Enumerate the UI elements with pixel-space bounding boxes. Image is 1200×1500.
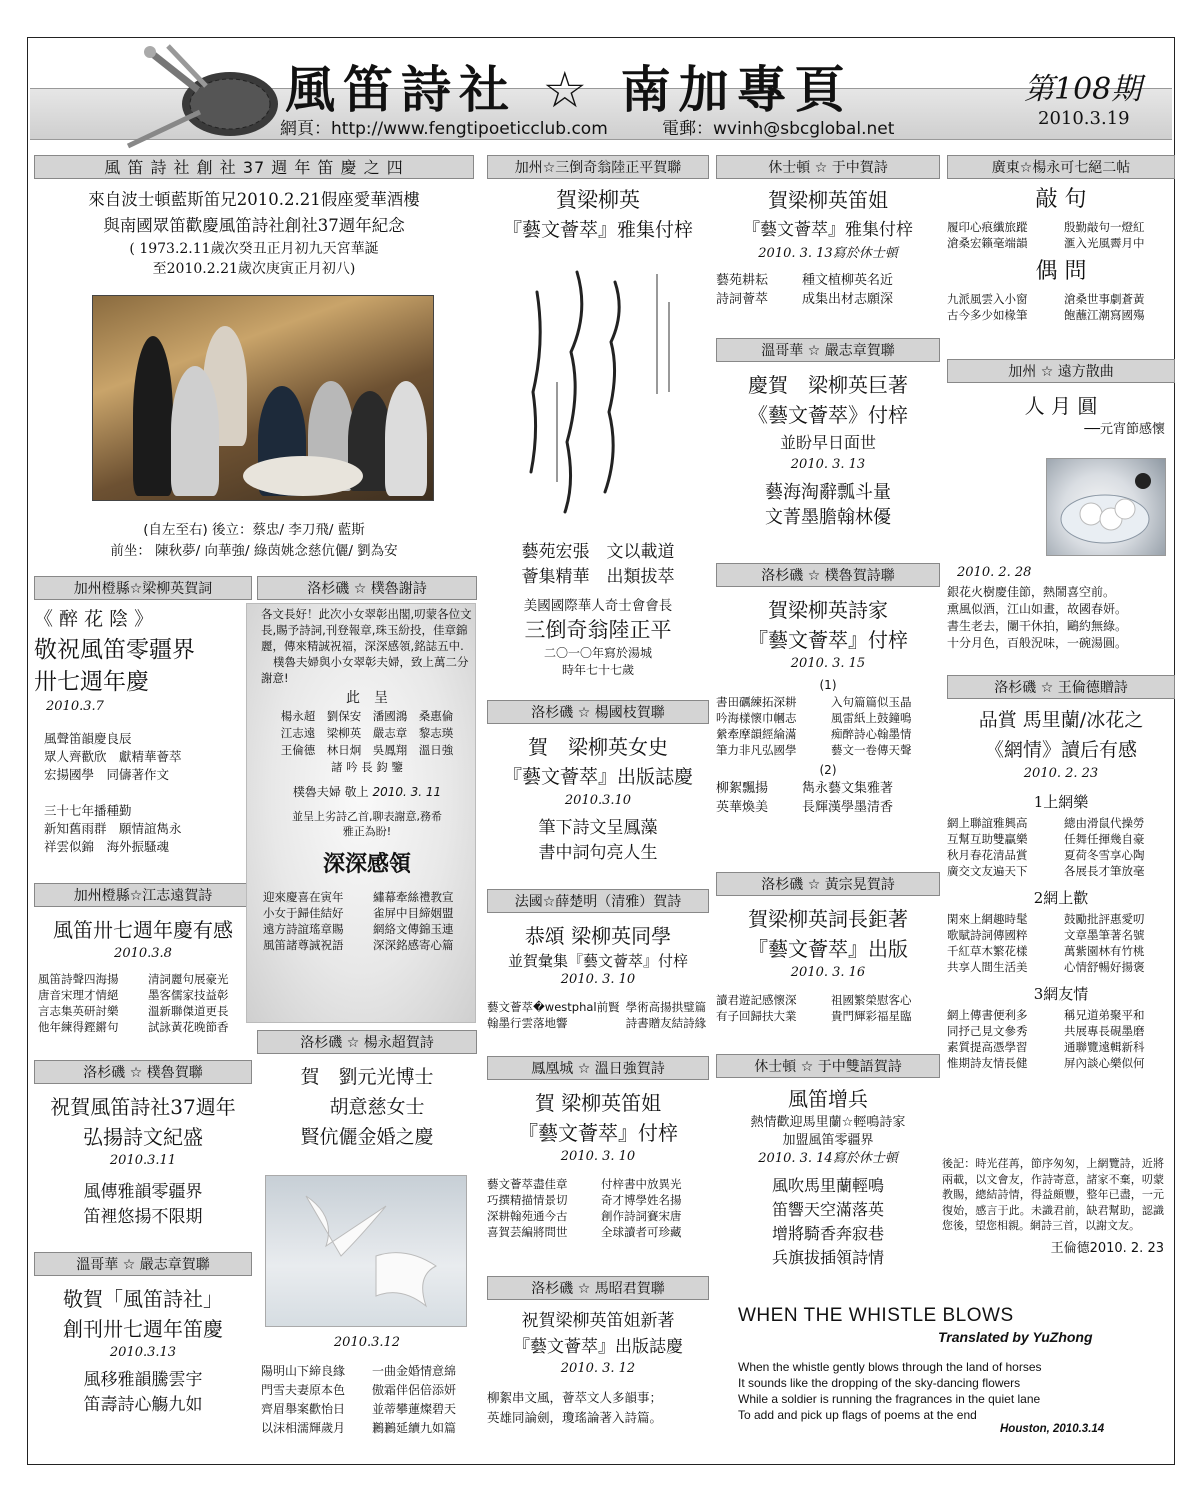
postscript-text: 後記：時光荏苒，節序匆匆，上網覽詩，近將兩載，以文會友，作詩寄意，諸家不棄，叨蒙教賜，總結詩情，得益頗豐，整年已盡，一元復始，感言于此。未識君前，缺君幫助，認識您後，望您相親。網詩三首，以謝文友。 <box>942 1157 1164 1232</box>
c3a-age: 時年七十七歲 <box>561 663 634 677</box>
c4c-verse: 吟海樣懷巾幗志 <box>716 711 797 725</box>
anniv-line1: 來自波士頓藍斯笛兄2010.2.21假座愛華酒樓 <box>88 190 420 209</box>
c2b-section <box>257 1030 477 1152</box>
c1c-title1: 祝賀風笛詩社37週年 <box>50 1095 236 1119</box>
c1b-section <box>34 883 252 1035</box>
c4c-verse: 入句篇篇似玉晶 <box>831 695 912 709</box>
c5c-poem1 <box>947 815 1175 879</box>
c3e-header: 洛杉磯 ☆ 馬昭君賀聯 <box>487 1276 709 1300</box>
c4e-header: 休士頓 ☆ 于中雙語賀詩 <box>716 1054 940 1078</box>
c1c-date: 2010.3.11 <box>109 1153 177 1168</box>
c4b-title1: 慶賀 梁柳英巨著 <box>748 373 908 397</box>
c5a-verse: 九派風雲入小窗 <box>947 292 1028 306</box>
c5c-verse: 同抒己見文參秀 <box>947 1024 1028 1038</box>
c3c-verse: 藝文薈萃�westphal前賢 <box>487 1000 620 1014</box>
c4d-title1: 賀梁柳英詞長鉅著 <box>748 907 908 931</box>
c4a-title1: 賀梁柳英笛姐 <box>768 188 888 212</box>
c5c-verse: 閑來上網趣時髦 <box>947 912 1028 926</box>
c4c-verse: 縈牽摩韻經綸滿 <box>716 727 797 741</box>
c2b-verse: 鶼鶼延續九如篇 <box>372 1421 457 1435</box>
c4e-line: 兵旗拔插領詩情 <box>771 1248 884 1267</box>
c5b-section <box>947 359 1175 438</box>
c4e-line: 笛響天空滿落英 <box>771 1200 884 1219</box>
c1d-date: 2010.3.13 <box>109 1345 177 1360</box>
c1b-verse: 墨客儒家技益彰 <box>148 988 229 1002</box>
c4b-title3: 並盼早日面世 <box>779 433 876 452</box>
c3a-title2: 『藝文薈萃』雅集付梓 <box>502 219 693 241</box>
c2b-line3: 賢伉儷金婚之慶 <box>300 1126 434 1148</box>
c4c-verse: 書田礪練拓深耕 <box>716 695 797 709</box>
c2b-date: 2010.3.12 <box>333 1335 401 1350</box>
c5b-line: 十分月色，百般況味，一碗湯圓。 <box>947 636 1128 650</box>
c5b-poem-block <box>947 564 1175 652</box>
c3a-section <box>487 155 709 245</box>
c4e-line: 增將騎香奔寂巷 <box>771 1224 884 1243</box>
anniv-line2: 與南國眾笛歡慶風笛詩社創社37週年紀念 <box>103 216 405 235</box>
c1c-header: 洛杉磯 ☆ 樸魯賀聯 <box>34 1060 252 1084</box>
c1b-verse: 溫新聯傑道更長 <box>148 1004 229 1018</box>
c4e-section <box>716 1054 940 1270</box>
c5c-verse: 廣交文友遍天下 <box>947 864 1028 878</box>
c5c-verse: 歌賦詩詞傳國粹 <box>947 928 1028 942</box>
c3d-poem <box>487 1176 709 1240</box>
group-photo <box>92 295 434 501</box>
c3b-title1: 賀 梁柳英女史 <box>528 735 668 759</box>
c2a-verse: 遠方詩誼瑤章賜 <box>263 922 344 936</box>
c3b-title2: 『藝文薈萃』出版誌慶 <box>502 766 693 788</box>
c1a-title1: 《 醉 花 陰 》 <box>34 608 154 630</box>
c5c-verse: 共享人間生活美 <box>947 960 1028 974</box>
anniv-line4: 至2010.2.21歲次庚寅正月初八) <box>152 261 356 277</box>
c5a-section <box>947 155 1175 323</box>
c3d-header: 鳳凰城 ☆ 溫日強賀詩 <box>487 1056 709 1080</box>
c2a-verse: 雀屏中目締姻盟 <box>373 906 454 920</box>
c4c-poem2 <box>716 779 940 817</box>
c4d-date: 2010. 3. 16 <box>790 965 866 980</box>
c5c-verse: 秋月春花清品賞 <box>947 848 1028 862</box>
tangyuan-image <box>1046 458 1166 556</box>
c4c-title1: 賀梁柳英詩家 <box>768 598 888 622</box>
anniversary-header: 風 笛 詩 社 創 社 37 週 年 笛 慶 之 四 <box>34 155 474 179</box>
c4a-verse: 成集出材志願深 <box>802 292 894 307</box>
c4e-title: 風笛增兵 <box>788 1087 868 1111</box>
c3e-title2: 『藝文薈萃』出版誌慶 <box>513 1337 683 1357</box>
c5a-header: 廣東☆楊永可七絕二帖 <box>947 155 1175 179</box>
c4d-verse: 讀君遊記感懷深 <box>716 993 797 1007</box>
c2a-sign <box>257 784 477 801</box>
c5c-verse: 惟期詩友情長健 <box>947 1056 1028 1070</box>
c4d-verse: 有子回歸扶大業 <box>716 1009 797 1023</box>
c3e-date: 2010. 3. 12 <box>560 1361 636 1376</box>
c5b-title: 人 月 圓 <box>1024 394 1098 418</box>
c3a-org: 美國國際華人奇士會會長 <box>523 598 673 614</box>
c4d-poem <box>716 992 940 1024</box>
english-place: Houston, 2010.3.14 <box>1000 1423 1105 1435</box>
c2a-this: 此 呈 <box>346 690 388 706</box>
c2b-verse: 齊眉舉案歡怡日 <box>261 1402 346 1416</box>
c2b-header: 洛杉磯 ☆ 楊永超賀詩 <box>257 1030 477 1054</box>
c2b-verse: 一曲金婚情意綿 <box>372 1364 457 1378</box>
egrets-image <box>265 1175 467 1327</box>
english-line: When the whistle gently blows through the land of horses <box>738 1360 1042 1374</box>
c2b-verse: 並蒂攀蓮燦碧天 <box>372 1402 457 1416</box>
c3c-date: 2010. 3. 10 <box>560 972 636 987</box>
c2a-verse: 迎來慶喜在寅年 <box>263 890 344 904</box>
c1c-section <box>34 1060 252 1230</box>
photo-caption <box>34 520 474 562</box>
c1b-verse: 清詞麗句展豪光 <box>148 972 229 986</box>
c3a-line1: 藝苑宏張 文以載道 <box>521 542 675 562</box>
c1a-line: 風聲笛韻慶良辰 <box>44 731 132 746</box>
c2a-verse: 繡幕牽絲禮教宣 <box>373 890 454 904</box>
c4a-header: 休士頓 ☆ 于中賀詩 <box>716 155 940 179</box>
c1d-header: 溫哥華 ☆ 嚴志章賀聯 <box>34 1252 252 1276</box>
c1b-verse: 試詠黃花晚節香 <box>148 1020 229 1034</box>
c1b-poem <box>34 971 252 1035</box>
c4d-verse: 貴門輝彩福星臨 <box>831 1009 912 1023</box>
c4d-section <box>716 872 940 1024</box>
c2a-sign-date: 2010. 3. 11 <box>372 785 442 799</box>
c2b-verse: 傲霜伴侶倍添妍 <box>372 1383 457 1397</box>
c5a-poem2 <box>947 291 1175 323</box>
c3c-title1: 恭頌 梁柳英同學 <box>524 924 672 948</box>
c5c-verse: 萬紫園林有竹桃 <box>1064 944 1145 958</box>
c2a-verse: 小女于歸佳結好 <box>263 906 344 920</box>
c5c-section <box>947 675 1175 1071</box>
c5b-sub: ──元宵節感懷 <box>1084 422 1165 437</box>
c5b-header: 加州 ☆ 遠方散曲 <box>947 359 1175 383</box>
c4b-section <box>716 338 940 530</box>
c4c-verse: 痴醉詩心翰墨情 <box>831 727 912 741</box>
issue-date: 2010.3.19 <box>1038 108 1130 129</box>
c5c-verse: 稱兄道弟聚平和 <box>1064 1008 1145 1022</box>
c1a-line: 眾人齊歡欣 獻精華薈萃 <box>44 749 182 764</box>
english-line: It sounds like the dropping of the sky-dancing flowers <box>738 1376 1021 1390</box>
calligraphy-image <box>517 262 687 524</box>
c3d-section <box>487 1056 709 1240</box>
c5b-date: 2010. 2. 28 <box>957 565 1032 580</box>
c4e-sub2: 加盟風笛零疆界 <box>782 1133 874 1148</box>
c1a-header: 加州橙縣☆梁柳英賀詞 <box>34 576 252 600</box>
c5c-verse: 互幫互助雙贏樂 <box>947 832 1028 846</box>
c1b-verse: 他年練得鏗鏘句 <box>38 1020 119 1034</box>
c1c-line2: 笛裡悠揚不限期 <box>83 1207 203 1227</box>
c3d-verse: 巧撰精描情景切 <box>487 1193 568 1207</box>
c4a-verse: 藝苑耕耘 <box>716 273 769 288</box>
c3b-section <box>487 700 709 866</box>
postscript-block <box>942 1156 1164 1257</box>
c4c-header: 洛杉磯 ☆ 樸魯賀詩聯 <box>716 563 940 587</box>
english-line: To add and pick up flags of poems at the end <box>738 1408 977 1422</box>
c2a-verse: 深深銘感寄心篇 <box>373 938 454 952</box>
issue-number: 第108期 <box>1024 72 1142 107</box>
c3a-line2: 薈集精華 出類拔萃 <box>521 567 675 587</box>
c1a-title3: 卅七週年慶 <box>34 669 149 695</box>
c4b-header: 溫哥華 ☆ 嚴志章賀聯 <box>716 338 940 362</box>
c4a-section <box>716 155 940 309</box>
c4d-title2: 『藝文薈萃』出版 <box>748 937 908 961</box>
c3e-title1: 祝賀梁柳英笛姐新著 <box>521 1311 675 1331</box>
c3d-verse: 深耕翰苑通今古 <box>487 1209 568 1223</box>
c3b-line1: 筆下詩文呈鳳藻 <box>538 818 658 838</box>
c5a-verse: 飽蘸江潮寫國殤 <box>1064 308 1145 322</box>
c5a-verse: 滄桑世事劇蒼黃 <box>1064 292 1145 306</box>
c5a-verse: 古今多少如椽筆 <box>947 308 1028 322</box>
c1a-line <box>44 784 252 802</box>
c5c-header: 洛杉磯 ☆ 王倫德贈詩 <box>947 675 1175 699</box>
c3d-verse: 喜賀芸編將問世 <box>487 1225 568 1239</box>
c4c-section <box>716 563 940 817</box>
c2a-names <box>257 708 477 776</box>
c4e-line: 風吹馬里蘭輕鳴 <box>771 1176 884 1195</box>
c2a-text2: 樸魯夫婦與小女翠彰夫婦，致上萬二分謝意! <box>261 655 469 685</box>
c1b-date: 2010.3.8 <box>114 946 172 961</box>
c4b-line1: 藝海淘辭瓢斗量 <box>765 482 891 503</box>
c3b-line2: 書中詞句亮人生 <box>538 843 658 863</box>
c5c-poem3 <box>947 1007 1175 1071</box>
c3c-poem <box>487 999 709 1031</box>
c2b-line1: 賀 劉元光博士 <box>300 1066 434 1088</box>
postscript-sign: 王倫德2010. 2. 23 <box>1050 1240 1164 1256</box>
c1d-line1: 風移雅韻騰雲宇 <box>83 1370 203 1390</box>
c4e-sub1: 熱情歡迎馬里蘭☆輕鳴詩家 <box>750 1115 906 1130</box>
c3a-year: 二〇一〇年寫於湯城 <box>543 646 652 660</box>
c4c-poem1 <box>716 694 940 758</box>
c4c-title2: 『藝文薈萃』付梓 <box>748 628 908 652</box>
c4c-verse: 長輝漢學墨清香 <box>802 800 894 815</box>
c1b-verse: 唐音宋理才情絕 <box>38 988 119 1002</box>
c1a-section <box>34 576 252 856</box>
c5a-title1: 敲 句 <box>1035 187 1087 212</box>
c5c-verse: 網上傳書便利多 <box>947 1008 1028 1022</box>
c3d-date: 2010. 3. 10 <box>560 1149 636 1164</box>
c4b-date: 2010. 3. 13 <box>790 457 866 472</box>
c3c-verse: 學術高揚拱璧篇 <box>625 1000 707 1014</box>
c5c-verse: 各展長才筆放毫 <box>1064 864 1145 878</box>
c4c-verse: 藝文一卷傳天聲 <box>831 743 912 757</box>
c3d-title1: 賀 梁柳英笛姐 <box>534 1091 662 1115</box>
c4a-date: 2010. 3. 13寫於休士頓 <box>758 246 898 261</box>
c3c-header: 法國☆薛楚明（清雅）賀詩 <box>487 889 709 913</box>
c4e-date: 2010. 3. 14寫於休士頓 <box>758 1151 898 1166</box>
c5c-sub2: 2網上歡 <box>1033 889 1089 907</box>
c3c-verse: 詩書贈友結詩緣 <box>625 1016 707 1030</box>
c4a-verse: 詩詞薈萃 <box>716 292 769 307</box>
c1a-date: 2010.3.7 <box>46 699 104 714</box>
c2b-verse: 門雪夫妻原本色 <box>261 1383 346 1397</box>
c2a-names-row: 江志遠 梁柳英 嚴志章 黎志瑛 <box>280 726 454 740</box>
c4c-num1: (1) <box>819 678 837 692</box>
c3d-verse: 全球讀者可珍藏 <box>601 1225 682 1239</box>
c1b-verse: 言志集英研討樂 <box>38 1004 119 1018</box>
masthead-title: 風笛詩社 ☆ 南加專頁 <box>285 61 853 119</box>
c5c-verse: 任舞任揮幾自豪 <box>1064 832 1145 846</box>
c2a-header: 洛杉磯 ☆ 樸魯謝詩 <box>257 576 477 600</box>
c5c-verse: 總由滑鼠代操勞 <box>1064 816 1145 830</box>
c3d-verse: 藝文薈萃盡佳章 <box>487 1177 568 1191</box>
english-title: WHEN THE WHISTLE BLOWS <box>738 1305 1014 1326</box>
c1a-title2: 敬祝風笛零疆界 <box>34 637 195 663</box>
c2a-text: 各文長好！此次小女翠彰出閣,叨蒙各位文長,賜予詩詞,刊登報章,珠玉紛投，佳章錦麗，傳來精誠祝福，深深感領,銘誌五中. <box>261 607 472 653</box>
website-link[interactable]: 網頁：http://www.fengtipoeticclub.com <box>280 119 608 139</box>
c5c-verse: 素質提高憑學習 <box>947 1040 1028 1054</box>
c2b-verse: 陽明山下締良緣 <box>261 1364 346 1378</box>
c2a-verse: 網絡文傳錦玉連 <box>373 922 454 936</box>
c4c-num2: (2) <box>819 763 837 777</box>
c1a-line: 新知舊雨群 願情誼雋永 <box>44 821 182 836</box>
english-line: While a soldier is running the fragrances in the quiet lane <box>738 1392 1041 1406</box>
c3d-title2: 『藝文薈萃』付梓 <box>518 1121 678 1145</box>
email-link[interactable]: 電郵：wvinh@sbcglobal.net <box>662 119 895 139</box>
c5c-verse: 千紅草木繁花樣 <box>947 944 1028 958</box>
c1d-title2: 創刊卅七週年笛慶 <box>63 1317 223 1341</box>
c3a-header: 加州☆三倒奇翁陸正平賀聯 <box>487 155 709 179</box>
c4c-verse: 筆力非凡弘國學 <box>716 743 797 757</box>
c1a-poem <box>34 730 252 856</box>
c2a-names-row: 楊永超 劉保安 潘國鴻 桑惠倫 <box>280 709 454 723</box>
c3d-verse: 奇才博學姓名揚 <box>601 1193 682 1207</box>
c4a-verse: 種文植柳英名近 <box>802 273 894 288</box>
c2b-line2: 胡意慈女士 <box>329 1096 425 1118</box>
c5c-verse: 文章墨筆著名號 <box>1064 928 1145 942</box>
c5a-title2: 偶 問 <box>1035 259 1087 284</box>
c1c-title2: 弘揚詩文紀盛 <box>83 1125 203 1149</box>
c4d-header: 洛杉磯 ☆ 黃宗晃賀詩 <box>716 872 940 896</box>
c5c-verse: 心情舒暢好揚褒 <box>1064 960 1145 974</box>
c5b-line: 銀花火樹慶佳節，熱鬧喜空前。 <box>947 585 1116 599</box>
c3b-date: 2010.3.10 <box>564 793 632 808</box>
c5a-poem1 <box>947 219 1175 251</box>
c5c-title2: 《網情》讀后有感 <box>984 739 1137 761</box>
bagpipe-logo <box>120 42 280 152</box>
c2a-names-row: 諸 吟 長 鈞 鑒 <box>330 760 404 774</box>
c2a-title: 深深感領 <box>322 851 411 877</box>
c5b-line: 熏風似酒，江山如畫，故國春妍。 <box>947 602 1128 616</box>
c4b-title2: 《藝文薈萃》付梓 <box>748 403 908 427</box>
anniversary-section <box>34 155 474 279</box>
c3e-line1: 柳絮串文風，薈萃文人多韻事； <box>487 1390 663 1405</box>
c4c-verse: 雋永藝文集雅著 <box>802 781 894 796</box>
c2b-poem <box>257 1362 477 1438</box>
c2a-poem <box>257 889 477 953</box>
c5c-verse: 屏內談心樂似何 <box>1064 1056 1145 1070</box>
c4d-verse: 祖國繁榮慰客心 <box>831 993 912 1007</box>
c2b-verse: 以沫相濡輝歲月 <box>261 1421 346 1435</box>
c1c-line1: 風傳雅韻零疆界 <box>83 1182 203 1202</box>
caption-line1: (自左至右) 後立：蔡忠/ 李刀飛/ 藍斯 <box>143 522 365 538</box>
c5c-verse: 夏荷冬雪享心陶 <box>1064 848 1145 862</box>
c5a-verse: 履印心痕纖旅蹤 <box>947 220 1028 234</box>
c5a-verse: 殷勤敲句一燈紅 <box>1064 220 1145 234</box>
c1d-title1: 敬賀「風笛詩社」 <box>63 1287 223 1311</box>
english-translator: Translated by YuZhong <box>938 1329 1093 1345</box>
c3a-author: 三倒奇翁陸正平 <box>524 618 672 642</box>
c1d-section <box>34 1252 252 1418</box>
c2b-poem-block <box>257 1334 477 1438</box>
c4c-date: 2010. 3. 15 <box>790 656 866 671</box>
english-poem <box>738 1359 1158 1423</box>
c1a-line: 三十七年播種勤 <box>44 803 132 818</box>
tangyuan-drawing <box>1047 459 1165 555</box>
c5c-verse: 通聯覽遠輯新科 <box>1064 1040 1145 1054</box>
c5b-line: 書生老去，闌干休拍，鷗約無綠。 <box>947 619 1128 633</box>
c1b-header: 加州橙縣☆江志遠賀詩 <box>34 883 252 907</box>
c5c-verse: 共展專長硯墨磨 <box>1064 1024 1145 1038</box>
c3e-section <box>487 1276 709 1428</box>
c5a-verse: 滙入光風霽月中 <box>1064 236 1145 250</box>
c2a-sign-name: 樸魯夫婦 敬上 <box>292 785 369 799</box>
c3d-verse: 付梓書中放異光 <box>601 1177 682 1191</box>
c2a-note: 並呈上劣詩乙首,聊表謝意,務希雅正為盼! <box>292 810 442 838</box>
c1b-title: 風笛卅七週年慶有感 <box>53 918 233 942</box>
caption-line2: 前坐： 陳秋夢/ 向華強/ 綠茵姚念慈伉儷/ 劉為安 <box>110 543 398 559</box>
c4a-title2: 『藝文薈萃』雅集付梓 <box>743 220 913 240</box>
c3a-title1: 賀梁柳英 <box>556 188 640 212</box>
c3c-section <box>487 889 709 1031</box>
c1b-verse: 風笛詩聲四海揚 <box>38 972 119 986</box>
c4c-verse: 英華煥美 <box>716 800 769 815</box>
c5c-sub1: 1上網樂 <box>1033 793 1089 811</box>
c2a-names-row: 王倫德 林日炯 吳鳳翔 溫日強 <box>280 743 454 757</box>
c4c-verse: 柳絮飄揚 <box>716 781 769 796</box>
c2a-section <box>257 576 477 953</box>
c5c-verse: 網上聯誼雅興高 <box>947 816 1028 830</box>
c5c-sub3: 3網友情 <box>1033 985 1089 1003</box>
c5c-date: 2010. 2. 23 <box>1023 766 1099 781</box>
c5c-title1: 品賞 馬里蘭/冰花之 <box>978 709 1144 731</box>
egrets-drawing <box>266 1176 466 1326</box>
c4c-verse: 風雷紙上鼓鐘鳴 <box>831 711 912 725</box>
c3c-title2: 並賀彙集『藝文薈萃』付梓 <box>507 952 688 970</box>
c1d-line2: 笛壽詩心觴九如 <box>83 1395 203 1415</box>
c1a-line: 宏揚國學 同儔著作文 <box>44 767 170 782</box>
c5a-verse: 滄桑宏籟毫端韻 <box>947 236 1028 250</box>
c3e-line2: 英雄同論劍，瓊瑤論著入詩篇。 <box>487 1410 663 1425</box>
c2a-verse: 風笛諸尊誠祝語 <box>263 938 344 952</box>
c3b-header: 洛杉磯 ☆ 楊國枝賀聯 <box>487 700 709 724</box>
c3c-verse: 翰墨行雲落地響 <box>487 1016 568 1030</box>
english-section <box>738 1305 1158 1435</box>
c1a-line: 祥雲似錦 海外振騷魂 <box>44 839 170 854</box>
c4b-line2: 文菁墨膽翰林優 <box>765 507 891 528</box>
anniv-line3: ( 1973.2.11歲次癸丑正月初九天宮華誕 <box>129 241 379 257</box>
c3d-verse: 創作詩詞賽宋唐 <box>601 1209 682 1223</box>
c5c-poem2 <box>947 911 1175 975</box>
c5c-verse: 鼓勵批評惠愛叨 <box>1064 912 1145 926</box>
c4a-poem <box>716 271 940 309</box>
c3a-poem-block <box>487 540 709 679</box>
